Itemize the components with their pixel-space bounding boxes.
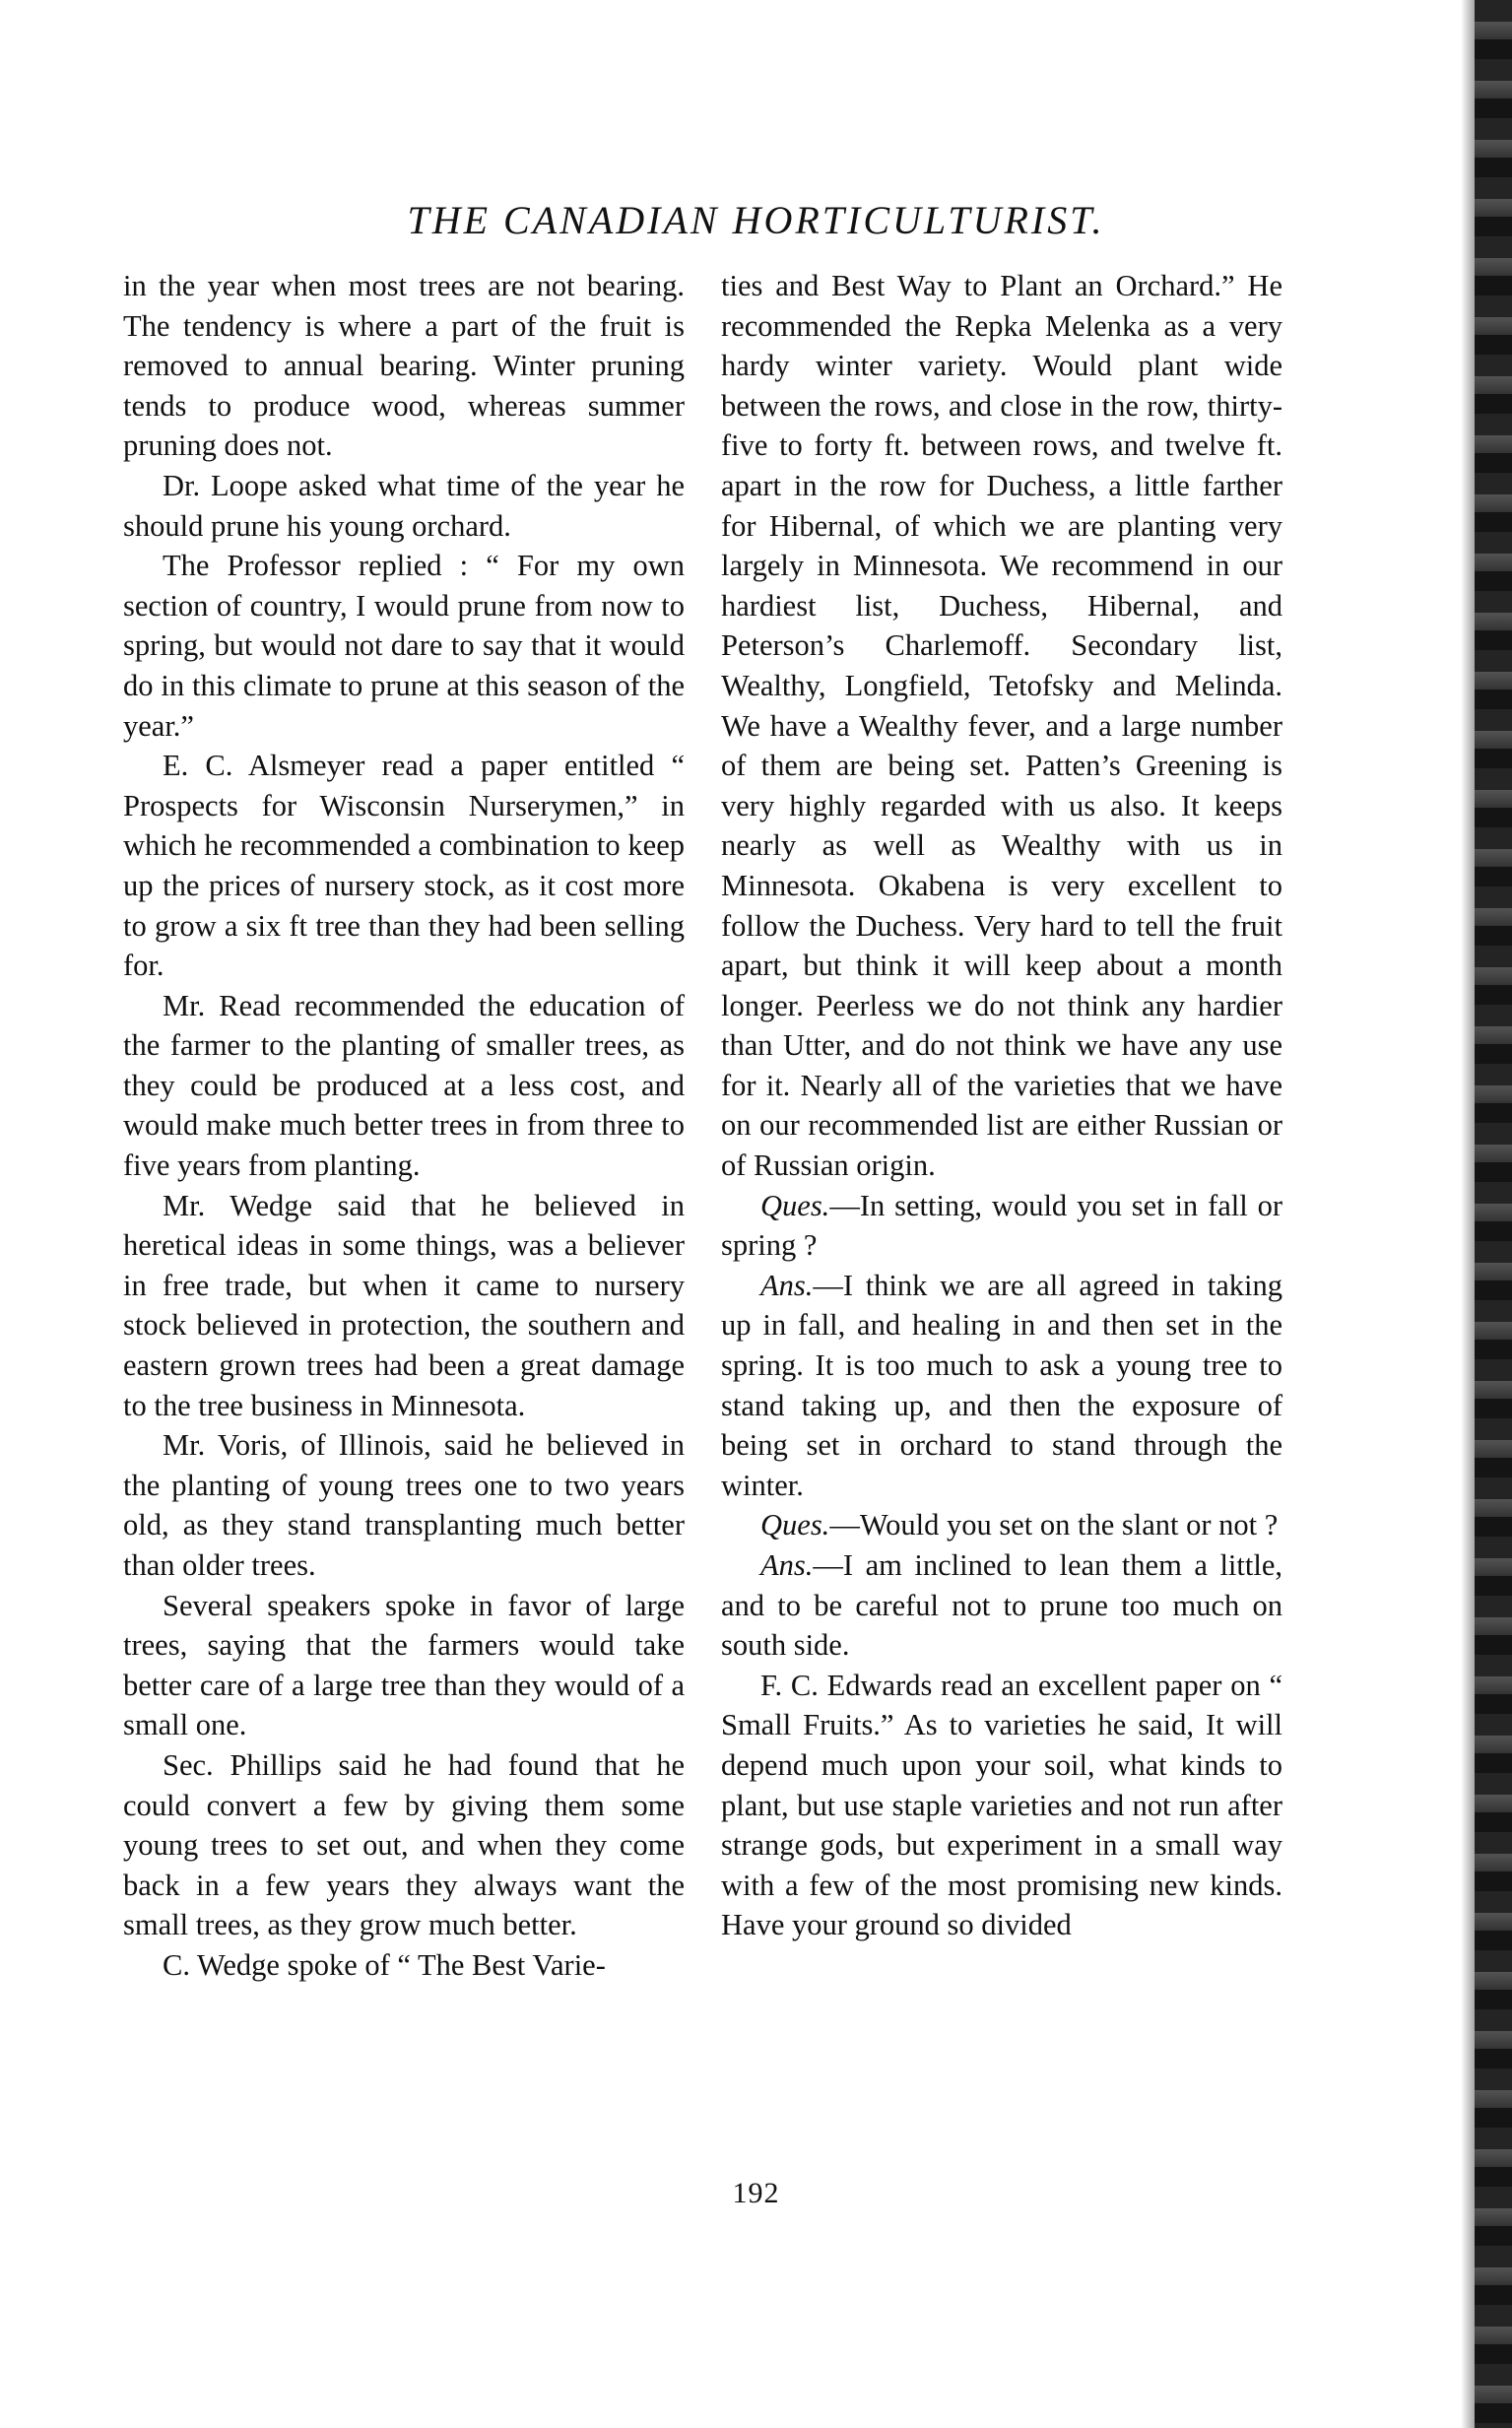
answer-label: Ans. <box>760 1268 814 1302</box>
question-paragraph <box>721 1505 1282 1545</box>
binding-edge <box>1475 0 1512 2428</box>
question-label: Ques. <box>760 1188 830 1222</box>
question-paragraph <box>721 1186 1282 1266</box>
page-number: 192 <box>732 2177 780 2209</box>
paragraph: Dr. Loope asked what time of the year he should prune his young orchard. <box>123 468 685 543</box>
paragraph: Several speakers spoke in favor of large trees, saying that the farmers would take better care of a large tree than they would of a small one. <box>123 1588 685 1742</box>
paragraph: ties and Best Way to Plant an Orchard.” He recommended the Repka Melenka as a very hardy winter variety. Would plant wide between the rows, and close in the row, thirty-five to forty ft. between rows, and twelve ft. apart in the row for Duchess, a little farther for Hibernal, of which we are planting very largely in Minnesota. We recommend in our hardiest list, Duchess, Hibernal, and Peterson’s Charlemoff. Secondary list, Wealthy, Longfield, Tetofsky and Melinda. We have a Wealthy fever, and a large number of them are being set. Patten’s Greening is very highly regarded with us also. It keeps nearly as well as Wealthy with us in Minnesota. Okabena is very excellent to follow the Duchess. Very hard to tell the fruit apart, but think it will keep about a month longer. Peerless we do not think any hardier than Utter, and do not think we have any use for it. Nearly all of the varieties that we have on our recommended list are either Russian or of Russian origin. <box>721 269 1282 1183</box>
question-text: —Would you set on the slant or not ? <box>829 1508 1279 1542</box>
running-head: THE CANADIAN HORTICULTURIST. <box>407 198 1105 242</box>
paragraph: Mr. Wedge said that he believed in heretical ideas in some things, was a believer in free trade, but when it came to nursery stock believed in protection, the southern and eastern grown trees had been a great damage to the tree business in Minnesota. <box>123 1188 685 1422</box>
paragraph: F. C. Edwards read an excellent paper on “ Small Fruits.” As to varieties he said, It will depend much upon your soil, what kinds to plant, but use staple varieties and not run after strange gods, but experiment in a small way with a few of the most promising new kinds. Have your ground so divided <box>721 1668 1282 1942</box>
left-column <box>123 266 685 1986</box>
question-text: —In setting, would you set in fall or spring ? <box>721 1188 1282 1263</box>
answer-label: Ans. <box>760 1548 814 1582</box>
answer-text: —I am inclined to lean them a little, and to be careful not to prune too much on south side. <box>721 1548 1282 1663</box>
paragraph: E. C. Alsmeyer read a paper entitled “ Prospects for Wisconsin Nurserymen,” in which he recommended a combination to keep up the prices of nursery stock, as it cost more to grow a six ft tree than they had been selling for. <box>123 749 685 983</box>
paragraph: The Professor replied : “ For my own section of country, I would prune from now to spring, but would not dare to say that it would do in this climate to prune at this season of the year.” <box>123 549 685 743</box>
paragraph: Mr. Voris, of Illinois, said he believed in the planting of young trees one to two years old, as they stand transplanting much better than older trees. <box>123 1428 685 1582</box>
answer-text: —I think we are all agreed in taking up in fall, and healing in and then set in the spring. It is too much to ask a young tree to stand taking up, and then the exposure of being set in orchard to stand through the winter. <box>721 1268 1282 1502</box>
paragraph: Sec. Phillips said he had found that he could convert a few by giving them some young trees to set out, and when they come back in a few years they always want the small trees, as they grow much better. <box>123 1747 685 1942</box>
paragraph: Mr. Read recommended the education of the farmer to the planting of smaller trees, as they could be produced at a less cost, and would make much better trees in from three to five years from planting. <box>123 988 685 1183</box>
answer-paragraph <box>721 1266 1282 1506</box>
answer-paragraph <box>721 1545 1282 1666</box>
question-label: Ques. <box>760 1508 830 1542</box>
paragraph: in the year when most trees are not bearing. The tendency is where a part of the fruit is removed to annual bearing. Winter pruning tends to produce wood, whereas summer pruning does not. <box>123 269 685 463</box>
page-edge-shadow <box>1461 0 1475 2428</box>
paragraph: C. Wedge spoke of “ The Best Varie- <box>163 1947 606 1982</box>
right-column <box>721 266 1282 1945</box>
